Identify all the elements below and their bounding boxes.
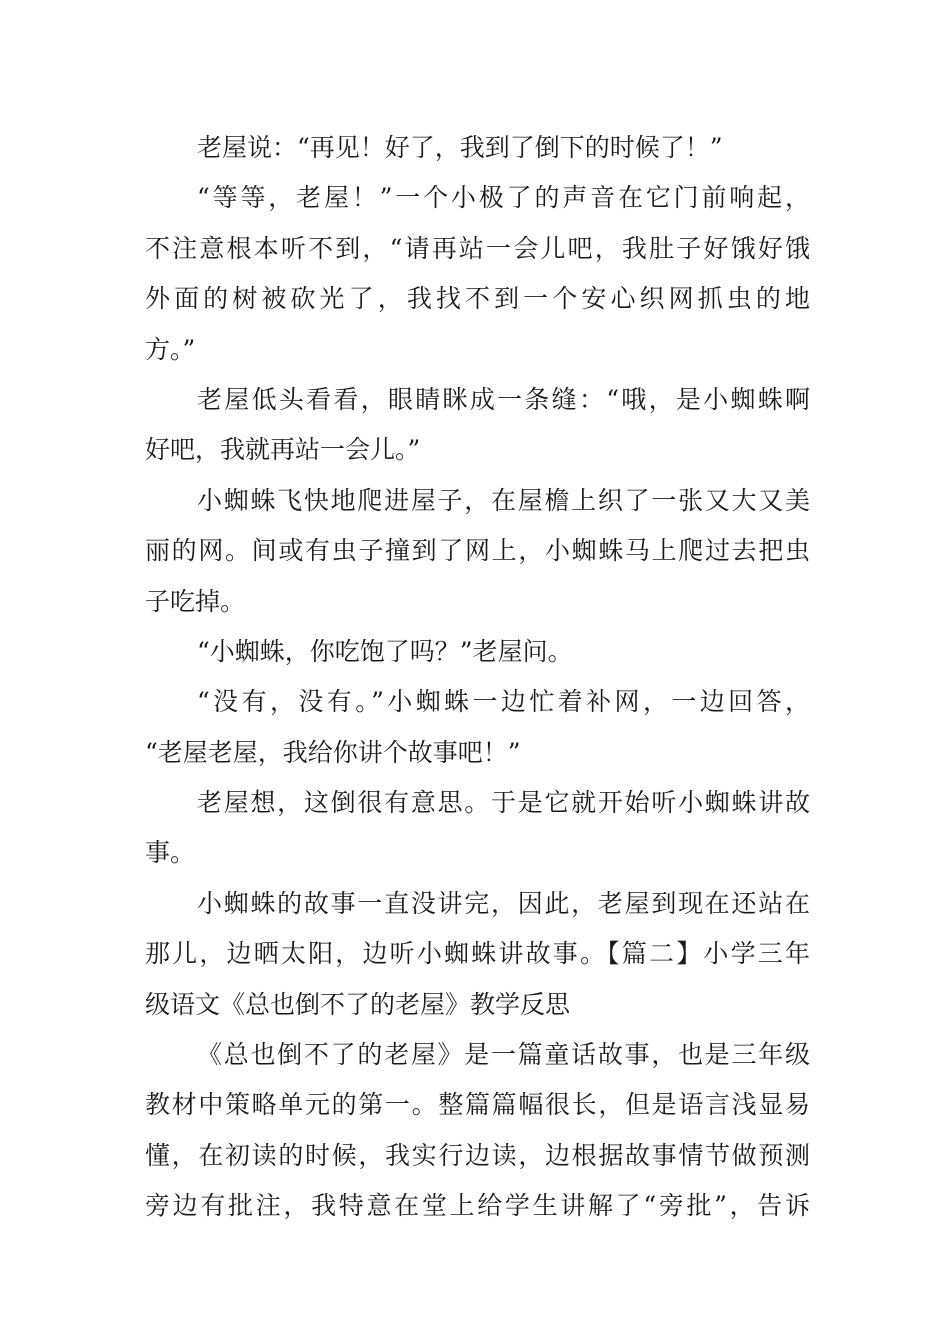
text-line: 子吃掉。 [145, 586, 246, 616]
text-line: 方。” [145, 334, 196, 364]
text-line: 不注意根本听不到，“请再站一会儿吧，我肚子好饿好饿 [145, 233, 810, 263]
text-line: 老屋想，这倒很有意思。于是它就开始听小蜘蛛讲故 [197, 788, 810, 818]
text-line: 旁边有批注，我特意在堂上给学生讲解了“旁批”，告诉 [145, 1191, 810, 1221]
text-line: 外面的树被砍光了，我找不到一个安心织网抓虫的地 [145, 284, 810, 314]
text-line: 那儿，边晒太阳，边听小蜘蛛讲故事。【篇二】小学三年 [145, 939, 810, 969]
text-line: 教材中策略单元的第一。整篇篇幅很长，但是语言浅显易 [145, 1090, 810, 1120]
text-line: 《总也倒不了的老屋》是一篇童话故事，也是三年级 [197, 1040, 810, 1070]
text-line: 老屋低头看看，眼睛眯成一条缝：“哦，是小蜘蛛啊 [197, 384, 810, 414]
text-line: 事。 [145, 838, 196, 868]
text-line: “小蜘蛛，你吃饱了吗？”老屋问。 [197, 636, 573, 666]
document-body [145, 123, 810, 1232]
text-line: 丽的网。间或有虫子撞到了网上，小蜘蛛马上爬过去把虫 [145, 536, 810, 566]
text-line: 级语文《总也倒不了的老屋》教学反思 [145, 989, 571, 1019]
text-line: 懂，在初读的时候，我实行边读，边根据故事情节做预测 [145, 1140, 810, 1170]
text-line: 小蜘蛛的故事一直没讲完，因此，老屋到现在还站在 [197, 888, 810, 918]
text-line: 老屋说：“再见！好了，我到了倒下的时候了！” [197, 133, 723, 162]
text-line: “老屋老屋，我给你讲个故事吧！” [145, 737, 521, 767]
text-line: 好吧，我就再站一会儿。” [145, 435, 421, 465]
text-line: “等等，老屋！”一个小极了的声音在它门前响起， [197, 183, 810, 213]
text-line: 小蜘蛛飞快地爬进屋子，在屋檐上织了一张又大又美 [197, 485, 810, 515]
text-line: “没有，没有。”小蜘蛛一边忙着补网，一边回答， [197, 687, 810, 717]
